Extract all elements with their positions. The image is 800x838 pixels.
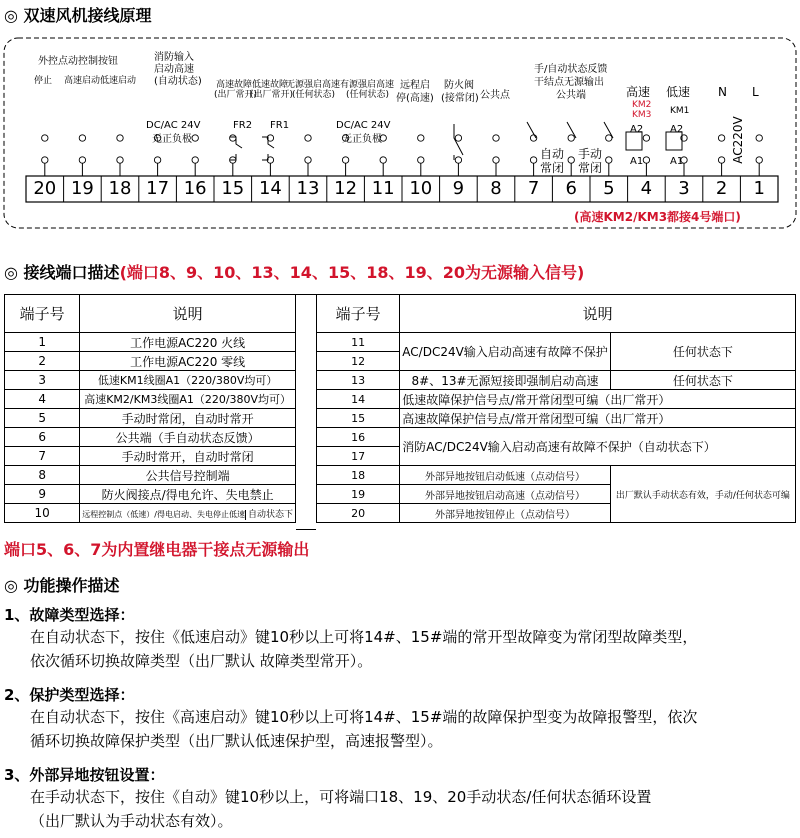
terminal-19: 19 [70, 178, 94, 199]
table-row: 15 高速故障保护信号点/常开常闭型可编（出厂常开） [317, 409, 796, 428]
terminal-11: 11 [371, 178, 395, 199]
label-coil-a1-high: A1 [630, 156, 644, 167]
label-low-fault-no: (出厂常开) [250, 90, 294, 100]
table-row: 11 AC/DC24V输入启动高速有故障不保护 任何状态下 [317, 333, 796, 352]
screw-icon [230, 135, 236, 141]
table-header-row [317, 295, 796, 333]
operations-list [4, 604, 800, 838]
circle-marker-icon: ◎ [4, 263, 18, 282]
label-fire-start-high: 启动高速 [154, 64, 194, 75]
label-km3: KM3 [632, 110, 652, 120]
table-row: 5 手动时常闭，自动时常开 [5, 409, 296, 428]
label-no-polarity-1: 无正负极 [152, 134, 192, 145]
label-external-buttons: 外控点动控制按钮 [38, 56, 118, 67]
screw-icon [380, 157, 386, 163]
terminal-13: 13 [296, 178, 320, 199]
screw-icon [643, 135, 649, 141]
screw-icon [418, 135, 424, 141]
table-gap [296, 294, 316, 530]
terminal-3: 3 [678, 178, 690, 199]
table-row: 2 工作电源AC220 零线 [5, 352, 296, 371]
screw-icon [493, 157, 499, 163]
label-passive-force-high: 无源强启高速 [286, 80, 341, 90]
screw-icon [606, 135, 612, 141]
terminal-table-left [4, 294, 296, 523]
label-fire-valve-nc: (接常闭) [441, 93, 479, 104]
table-row: 7 手动时常开，自动时常闭 [5, 447, 296, 466]
label-km2: KM2 [632, 100, 652, 110]
relay-output-note: 端口5、6、7为内置继电器干接点无源输出 [4, 540, 310, 559]
screw-icon [493, 135, 499, 141]
terminal-10: 10 [409, 178, 433, 199]
terminal-16: 16 [183, 178, 207, 199]
table-row: 12 [317, 352, 796, 371]
label-auto: 自动 [540, 147, 565, 161]
label-remote-stop-high: 停(高速) [396, 93, 434, 104]
label-low-fault: 低速故障 [252, 80, 289, 90]
screw-icon [192, 135, 198, 141]
table-row: 8 公共信号控制端 [5, 466, 296, 485]
label-live: L [752, 85, 759, 99]
wiring-diagram [0, 34, 800, 232]
diagram-note: (高速KM2/KM3都接4号端口) [574, 210, 741, 224]
label-low-start: 低速启动 [100, 76, 137, 86]
table-row: 1 工作电源AC220 火线 [5, 333, 296, 352]
label-dry-contact: 干结点无源输出 [534, 77, 604, 88]
label-active-any-state: (任何状态) [346, 90, 390, 100]
terminal-4: 4 [640, 178, 653, 199]
label-active-force-high: 有源强启高速 [340, 80, 395, 90]
screw-icon [756, 135, 762, 141]
table-row: 20 外部异地按钮停止（点动信号） [317, 504, 796, 523]
header-terminal-no: 端子号 [317, 295, 400, 333]
screw-icon [455, 157, 461, 163]
table-row: 16 消防AC/DC24V输入启动高速有故障不保护（自动状态下） [317, 428, 796, 447]
operation-item: 3、外部异地按钮设置： 在手动状态下，按住《自动》键10秒以上，可将端口18、19、20手动状态/任何状态循环设置 （出厂默认为手动状态有效）。 [4, 766, 652, 830]
section-title-terminals: ◎ 接线端口描述(端口8、9、10、13、14、15、18、19、20为无源输入信号) [4, 263, 585, 282]
screw-icon [568, 135, 574, 141]
screw-icon [42, 135, 48, 141]
circle-marker-icon: ◎ [4, 576, 18, 595]
label-fire-valve: 防火阀 [444, 80, 474, 91]
screw-icon [117, 157, 123, 163]
label-high-start: 高速启动 [64, 76, 101, 86]
screw-icon [643, 157, 649, 163]
screw-icon [606, 157, 612, 163]
label-low-speed: 低速 [666, 85, 691, 99]
terminal-18: 18 [108, 178, 132, 199]
label-dcac-24v-1: DC/AC 24V [146, 120, 201, 131]
screw-icon [79, 135, 85, 141]
table-row: 4 高速KM2/KM3线圈A1（220/380V均可） [5, 390, 296, 409]
screw-icon [568, 157, 574, 163]
operation-item: 2、保护类型选择： 在自动状态下，按住《高速启动》键10秒以上可将14#、15#端的故障保护型变为故障报警型，依次 循环切换故障保护类型（出厂默认低速保护型，高速报警型）。 [4, 686, 698, 750]
screw-icon [192, 157, 198, 163]
label-manual-nc: 常闭 [578, 161, 603, 175]
label-coil-a1-low: A1 [670, 156, 684, 167]
terminal-1: 1 [753, 178, 765, 199]
label-feedback: 手/自动状态反馈 [534, 64, 608, 75]
screw-icon [79, 157, 85, 163]
label-remote-start: 远程启 [400, 80, 430, 91]
label-neutral: N [718, 85, 727, 99]
table-row: 3 低速KM1线圈A1（220/380V均可） [5, 371, 296, 390]
header-description: 说明 [400, 295, 796, 333]
screw-icon [42, 157, 48, 163]
screw-icon [756, 157, 762, 163]
operation-item: 1、故障类型选择： 在自动状态下，按住《低速启动》键10秒以上可将14#、15#端的常开型故障变为常闭型故障类型， 依次循环切换故障类型（出厂默认 故障类型常开）。 [4, 606, 698, 670]
table-row: 6 公共端（手自动状态反馈） [5, 428, 296, 447]
terminal-table-right [316, 294, 796, 523]
terminal-9: 9 [452, 178, 465, 199]
label-coil-a2-high: A2 [630, 124, 644, 135]
label-auto-nc: 常闭 [540, 161, 565, 175]
label-manual: 手动 [578, 147, 603, 161]
screw-icon [154, 157, 160, 163]
header-description: 说明 [80, 295, 296, 333]
label-km1: KM1 [670, 106, 690, 116]
label-high-fault: 高速故障 [216, 80, 253, 90]
section-title-operations: ◎ 功能操作描述 [4, 576, 120, 595]
screw-icon [305, 157, 311, 163]
header-terminal-no: 端子号 [5, 295, 80, 333]
table-header-row [5, 295, 296, 333]
label-ac220v: AC220V [730, 116, 745, 164]
section-title-wiring: ◎ 双速风机接线原理 [4, 6, 152, 25]
table-row: 13 8#、13#无源短接即强制启动高速 任何状态下 [317, 371, 796, 390]
terminal-7: 7 [527, 178, 540, 199]
screw-icon [305, 135, 311, 141]
terminal-15: 15 [221, 178, 245, 199]
screw-icon [530, 157, 536, 163]
label-fr2: FR2 [233, 120, 253, 131]
table-row: 18 外部异地按钮启动低速（点动信号） 出厂默认手动状态有效，手动/任何状态可编 [317, 466, 796, 485]
terminal-17: 17 [146, 178, 170, 199]
label-passive-any-state: (任何状态) [292, 90, 336, 100]
label-high-speed: 高速 [626, 85, 651, 99]
label-common-end: 公共端 [556, 90, 586, 101]
terminal-6: 6 [565, 178, 577, 199]
label-high-fault-no: (出厂常开) [214, 90, 258, 100]
label-stop: 停止 [34, 76, 53, 86]
label-coil-a2-low: A2 [670, 124, 684, 135]
screw-icon [718, 135, 724, 141]
label-common-point: 公共点 [480, 90, 510, 101]
terminal-5: 5 [603, 178, 615, 199]
label-dcac-24v-2: DC/AC 24V [336, 120, 391, 131]
screw-icon [117, 135, 123, 141]
circle-marker-icon: ◎ [4, 6, 18, 25]
label-fire-auto: (自动状态) [154, 76, 202, 87]
screw-icon [342, 157, 348, 163]
terminal-2: 2 [715, 178, 728, 199]
screw-icon [418, 157, 424, 163]
label-fr1: FR1 [270, 120, 290, 131]
table-row: 10 远程控制点（低速）/得电启动、失电停止低速 自动状态下 [5, 504, 296, 523]
terminal-20: 20 [33, 178, 57, 199]
label-no-polarity-2: 无正负极 [342, 134, 382, 145]
screw-icon [455, 135, 461, 141]
label-fire-input: 消防输入 [154, 52, 194, 63]
screw-icon [718, 157, 724, 163]
table-row: 17 [317, 447, 796, 466]
table-row: 9 防火阀接点/得电允许、失电禁止 [5, 485, 296, 504]
terminal-14: 14 [258, 178, 282, 199]
terminal-8: 8 [490, 178, 502, 199]
terminal-12: 12 [334, 178, 358, 199]
table-row: 19 外部异地按钮启动高速（点动信号） [317, 485, 796, 504]
table-row: 14 低速故障保护信号点/常开常闭型可编（出厂常开） [317, 390, 796, 409]
